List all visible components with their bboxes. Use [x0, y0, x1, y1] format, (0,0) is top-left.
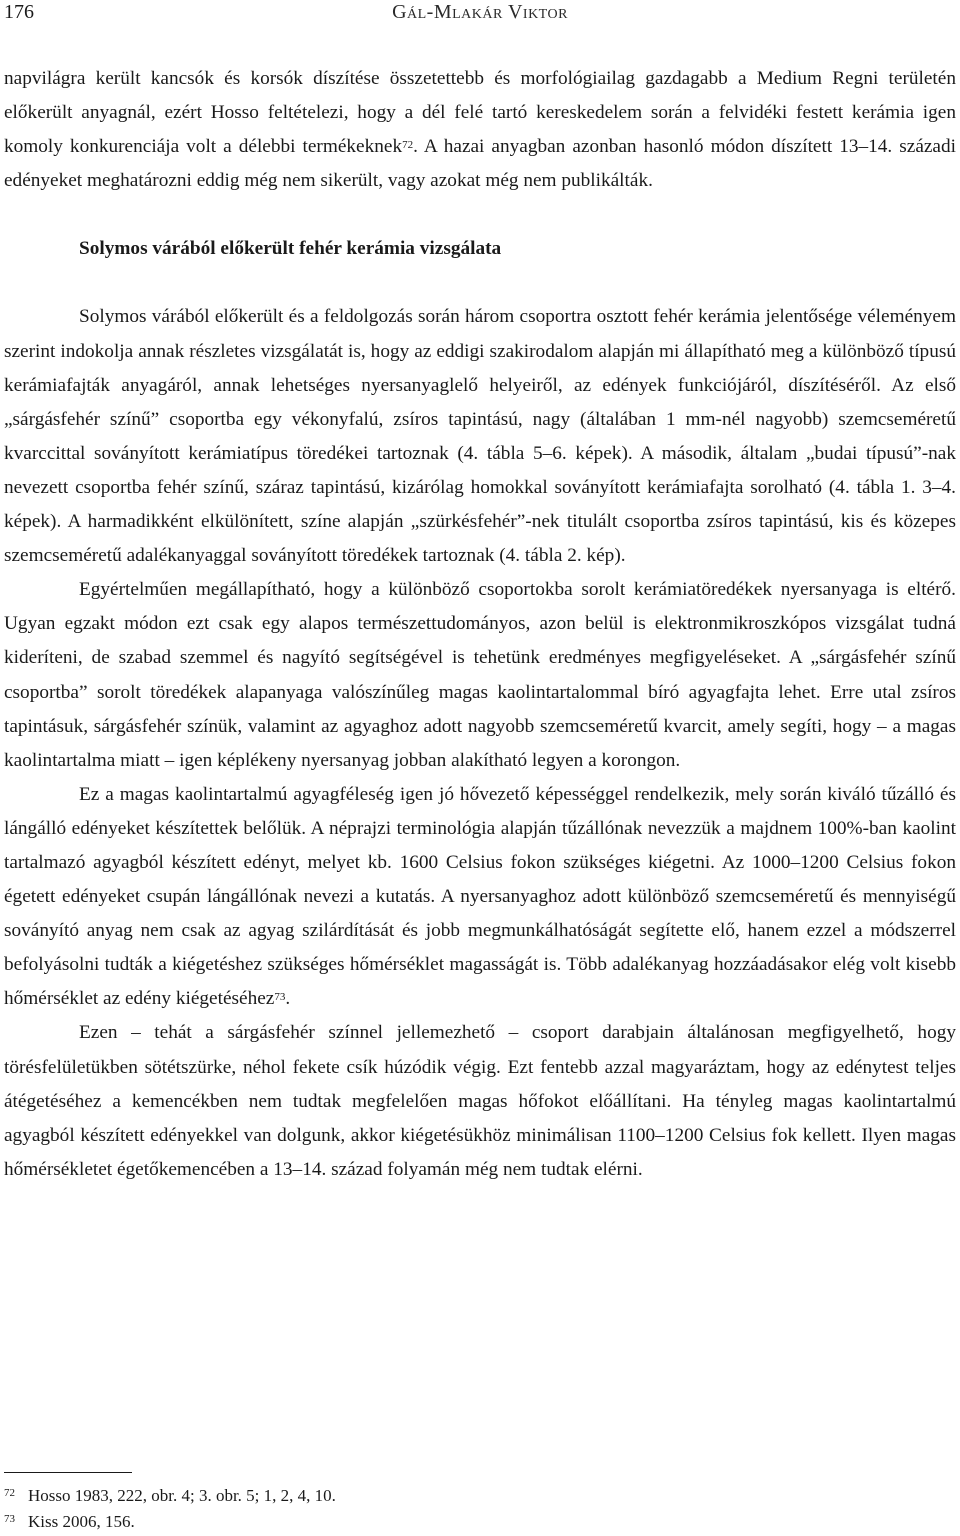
page-number: 176 [4, 1, 34, 23]
footnote-73 [4, 1509, 956, 1535]
paragraph-1 [4, 62, 956, 198]
footnotes [4, 1483, 956, 1535]
footnote-ref-73[interactable]: 73 [274, 991, 286, 1004]
section-heading: Solymos várából előkerült fehér kerámia vizsgálata [79, 238, 502, 260]
page-header [0, 0, 960, 28]
paragraph-1-text-b: . A hazai anyagban azonban hasonló módon díszített 13–14. századi edényeket meghatározni eddig még nem sikerült, vagy azokat még nem publikálták. [4, 136, 956, 192]
paragraph-1-text-a: napvilágra került kancsók és korsók díszítése összetettebb és morfológiailag gazdagabb a Medium Regni területén előkerült anyagnál, ezért Hosso feltételezi, hogy a dél felé tartó kereskedelem során a felvidéki festett kerámia igen komoly konkurenciája volt a délebbi termékeknek [4, 68, 956, 158]
paragraph-2: Solymos várából előkerült és a feldolgozás során három csoportra osztott fehér kerámia jelentősége véleményem szerint indokolja annak részletes vizsgálatát is, hogy az eddigi szakirodalom alapján mi állapítható meg a különböző típusú kerámiafajták anyagáról, annak lehetséges nyersanyaglelő helyeiről, az edények funkciójáról, díszítéséről. Az első „sárgásfehér színű” csoportba egy vékonyfalú, zsíros tapintású, nagy (általában 1 mm-nél nagyobb) szemcseméretű kvarccittal soványított kerámiatípus töredékei tartoznak (4. tábla 5–6. képek). A második, általam „budai típusú”-nak nevezett csoportba fehér színű, száraz tapintású, kizárólag homokkal soványított kerámiafajta sorolható (4. tábla 1. 3–4. képek). A harmadikként elkülönített, színe alapján „szürkésfehér”-nek titulált csoportba zsíros tapintású, kis és közepes szemcseméretű adalékanyaggal soványított töredékek tartoznak (4. tábla 2. kép). [4, 306, 956, 567]
footnote-text: Hosso 1983, 222, obr. 4; 3. obr. 5; 1, 2, 4, 10. [28, 1486, 336, 1505]
paragraph-4-text-a: Ez a magas kaolintartalmú agyagféleség igen jó hővezető képességgel rendelkezik, mely során kiváló tűzálló és lángálló edényeket készítettek belőlük. A néprajzi terminológia alapján tűzállónak nevezzük a majdnem 100%-ban kaolint tartalmazó agyagból készített edényt, melyet kb. 1600 Celsius fokon szükséges kiégetni. Az 1000–1200 Celsius fokon égetett edényeket csupán lángállónak nevezi a kutatás. A nyersanyaghoz adott különböző szemcseméretű és mennyiségű soványító anyag nem csak az agyag szilárdítását és jobb megmunkálhatóságát segítette elő, hanem ezzel a módszerrel befolyásolni tudták a kiégetéshez szükséges hőmérséklet magasságát is. Több adalékanyag hozzáadásakor elég volt kisebb hőmérséklet az edény kiégetéséhez [4, 783, 956, 1010]
paragraph-5: Ezen – tehát a sárgásfehér színnel jellemezhető – csoport darabjain általánosan megfigyelhető, hogy törésfelületükben sötétszürke, néhol fekete csík húzódik végig. Ezt fentebb azzal magyaráztam, hogy az edénytest teljes átégetéséhez a kemencékben nem tudtak megfelelően magas hőfokot előállítani. Ha tényleg magas kaolintartalmú agyagból készített edényekkel van dolgunk, akkor kiégetésükhöz minimálisan 1100–1200 Celsius fok kellett. Ilyen magas hőmérsékletet égetőkemencében a 13–14. század folyamán még nem tudtak elérni. [4, 1022, 956, 1180]
paragraph-3: Egyértelműen megállapítható, hogy a különböző csoportokba sorolt kerámiatöredékek nyersanyaga is eltérő. Ugyan egzakt módon ezt csak egy alapos természettudományos, azon belül is elektronmikroszkópos vizsgálat tudná kideríteni, de szabad szemmel és nagyító segítségével is tehetünk eredményes megfigyeléseket. A „sárgásfehér színű csoportba” sorolt töredékek alapanyaga valószínűleg magas kaolintartalommal bíró agyagfajta lehet. Erre utal zsíros tapintásuk, sárgásfehér színük, valamint az agyaghoz adott nagyobb szemcseméretű kvarcit, amely segíti, hogy – a magas kaolintartalma miatt – igen képlékeny nyersanyag jobban alakítható legyen a korongon. [4, 579, 956, 771]
footnote-text: Kiss 2006, 156. [28, 1512, 135, 1531]
footnote-number: 73 [4, 1513, 15, 1525]
running-head: Gál-Mlakár Viktor [392, 1, 568, 23]
body-text [4, 62, 956, 1187]
footnote-separator [4, 1472, 132, 1473]
footnote-number: 72 [4, 1487, 15, 1499]
paragraph-4 [4, 778, 956, 1017]
paragraph-4-text-b: . [285, 988, 291, 1010]
footnote-72 [4, 1483, 956, 1509]
footnote-ref-72[interactable]: 72 [402, 139, 414, 152]
